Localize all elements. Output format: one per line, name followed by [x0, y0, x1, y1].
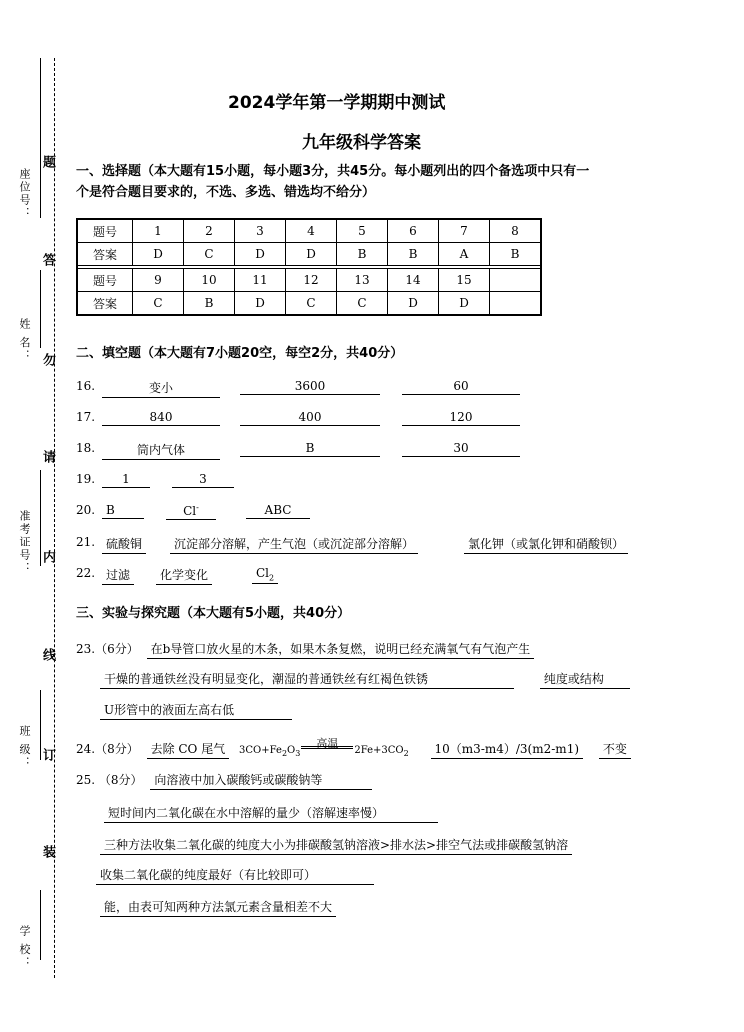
- question-number: 2: [184, 219, 235, 243]
- answer-blank: 120: [402, 410, 520, 426]
- q23-line-2: [100, 670, 630, 689]
- page-title: 2024学年第一学期期中测试: [228, 93, 446, 113]
- answer-cell: D: [286, 243, 337, 266]
- name-line: [40, 270, 41, 348]
- answer-label: 答案: [77, 292, 133, 316]
- margin-char-4: 请: [40, 450, 55, 463]
- q21-line: [76, 535, 625, 551]
- answer-blank: 不变: [599, 740, 631, 759]
- answer-blank: 3: [172, 472, 234, 488]
- answer-blank: 400: [240, 410, 380, 426]
- answer-blank: 1: [102, 472, 150, 488]
- q18-line: [76, 441, 469, 457]
- answer-blank: 过滤: [102, 566, 134, 585]
- header-label: 题号: [77, 269, 133, 292]
- answer-blank: 收集二氧化碳的纯度最好（有比较即可）: [96, 866, 374, 885]
- answer-blank: 在b导管口放火星的木条，如果木条复燃，说明已经充满氧气有气泡产生: [147, 640, 535, 659]
- choice-answer-table: [76, 218, 542, 316]
- answer-cell: B: [490, 243, 542, 266]
- school-label: 学 校：: [18, 925, 31, 970]
- question-number: 11: [235, 269, 286, 292]
- question-number: 14: [388, 269, 439, 292]
- answer-blank: Cl-: [166, 503, 216, 520]
- answer-blank: 向溶液中加入碳酸钙或碳酸钠等: [150, 771, 372, 790]
- answer-cell: B: [337, 243, 388, 266]
- section3-heading: 三、实验与探究题（本大题有5小题，共40分）: [76, 606, 351, 621]
- exam-no-label: 准考证号：: [18, 510, 31, 575]
- answer-cell: C: [133, 292, 184, 316]
- question-number: 4: [286, 219, 337, 243]
- answer-blank: ABC: [246, 503, 310, 519]
- question-number: 23.（6分）: [76, 642, 139, 656]
- question-number: [490, 269, 542, 292]
- question-number: 6: [388, 219, 439, 243]
- answer-cell: B: [184, 292, 235, 316]
- answer-blank: 能，由表可知两种方法氯元素含量相差不大: [100, 898, 336, 917]
- margin-char-5: 内: [40, 550, 55, 563]
- question-number: 17.: [76, 410, 96, 424]
- q25-line-5: [100, 898, 336, 917]
- question-number: 10: [184, 269, 235, 292]
- question-number: 16.: [76, 379, 96, 393]
- question-number: 9: [133, 269, 184, 292]
- margin-char-6: 线: [40, 648, 55, 661]
- q24-line: [76, 737, 631, 759]
- answer-blank: 840: [102, 410, 220, 426]
- question-number: 25. （8分）: [76, 773, 143, 787]
- question-number: 8: [490, 219, 542, 243]
- q25-line-4: [96, 866, 374, 885]
- answer-blank: 去除 CO 尾气: [147, 740, 230, 759]
- answer-cell: B: [388, 243, 439, 266]
- answer-cell: C: [337, 292, 388, 316]
- answer-blank: 硫酸铜: [102, 535, 146, 554]
- question-number: 24.（8分）: [76, 742, 139, 756]
- answer-blank: 变小: [102, 379, 220, 398]
- answer-blank: 氯化钾（或氯化钾和硝酸钡）: [464, 535, 628, 554]
- answer-blank: 10（m3-m4）/3(m2-m1): [431, 740, 583, 759]
- answer-blank: B: [240, 441, 380, 457]
- section2-heading: 二、填空题（本大题有7小题20空，每空2分，共40分）: [76, 346, 404, 361]
- margin-char-8: 装: [40, 845, 55, 858]
- answer-blank: 化学变化: [156, 566, 212, 585]
- q17-line: [76, 410, 473, 424]
- answer-blank: 干燥的普通铁丝没有明显变化，潮湿的普通铁丝有红褐色铁锈: [100, 670, 514, 689]
- margin-char-2: 答: [40, 253, 55, 266]
- margin-char-1: 题: [40, 155, 55, 168]
- question-number: 12: [286, 269, 337, 292]
- seat-no-line: [40, 58, 41, 218]
- question-number: 13: [337, 269, 388, 292]
- school-line: [40, 890, 41, 960]
- answer-cell: C: [286, 292, 337, 316]
- table-row: [77, 269, 541, 292]
- binding-cut-line: [54, 58, 55, 978]
- chemical-equation: $3CO+Fe_2O_3$ 高温 $2Fe+3CO_2$: [239, 737, 409, 758]
- question-number: 15: [439, 269, 490, 292]
- question-number: 7: [439, 219, 490, 243]
- q19-line: [76, 472, 207, 486]
- header-label: 题号: [77, 219, 133, 243]
- answer-cell: D: [235, 292, 286, 316]
- q25-line-2: [104, 804, 438, 823]
- answer-cell: [490, 292, 542, 316]
- section1-heading-cont: 个是符合题目要求的，不选、多选、错选均不给分）: [76, 185, 376, 200]
- answer-blank: 短时间内二氧化碳在水中溶解的量少（溶解速率慢）: [104, 804, 438, 823]
- answer-cell: D: [388, 292, 439, 316]
- answer-blank: U形管中的液面左高右低: [100, 701, 292, 720]
- answer-blank: 60: [402, 379, 520, 395]
- answer-blank: $Cl_2$: [252, 566, 278, 584]
- margin-char-3: 勿: [40, 353, 55, 366]
- answer-cell: D: [133, 243, 184, 266]
- q20-line: [76, 503, 292, 518]
- question-number: 3: [235, 219, 286, 243]
- answer-cell: D: [439, 292, 490, 316]
- table-row: [77, 219, 541, 243]
- name-label: 姓 名：: [18, 318, 31, 363]
- question-number: 22.: [76, 566, 96, 580]
- page-subtitle: 九年级科学答案: [302, 133, 421, 153]
- reaction-condition: 高温: [316, 737, 339, 750]
- answer-blank: 沉淀部分溶解，产生气泡（或沉淀部分溶解）: [170, 535, 418, 554]
- answer-blank: B: [102, 503, 144, 519]
- q22-line: [76, 566, 275, 583]
- q25-line-3: [100, 836, 572, 855]
- q25-line-1: [76, 771, 372, 790]
- q23-line-3: [100, 701, 292, 720]
- section1-heading: 一、选择题（本大题有15小题，每小题3分，共45分。每小题列出的四个备选项中只有一: [76, 164, 590, 179]
- table-row: [77, 292, 541, 316]
- answer-blank: 纯度或结构: [540, 670, 630, 689]
- margin-char-7: 订: [40, 748, 55, 761]
- class-label: 班 级：: [18, 725, 31, 770]
- answer-blank: 30: [402, 441, 520, 457]
- question-number: 18.: [76, 441, 96, 455]
- question-number: 1: [133, 219, 184, 243]
- answer-cell: D: [235, 243, 286, 266]
- answer-cell: C: [184, 243, 235, 266]
- question-number: 19.: [76, 472, 96, 486]
- answer-blank: 筒内气体: [102, 441, 220, 460]
- q16-line: [76, 379, 469, 395]
- answer-blank: 3600: [240, 379, 380, 395]
- question-number: 20.: [76, 503, 96, 517]
- seat-no-label: 座位号：: [18, 168, 31, 220]
- answer-label: 答案: [77, 243, 133, 266]
- question-number: 5: [337, 219, 388, 243]
- question-number: 21.: [76, 535, 96, 549]
- q23-line-1: [76, 640, 534, 659]
- answer-cell: A: [439, 243, 490, 266]
- table-row: [77, 243, 541, 266]
- answer-blank: 三种方法收集二氧化碳的纯度大小为排碳酸氢钠溶液>排水法>排空气法或排碳酸氢钠溶: [100, 836, 572, 855]
